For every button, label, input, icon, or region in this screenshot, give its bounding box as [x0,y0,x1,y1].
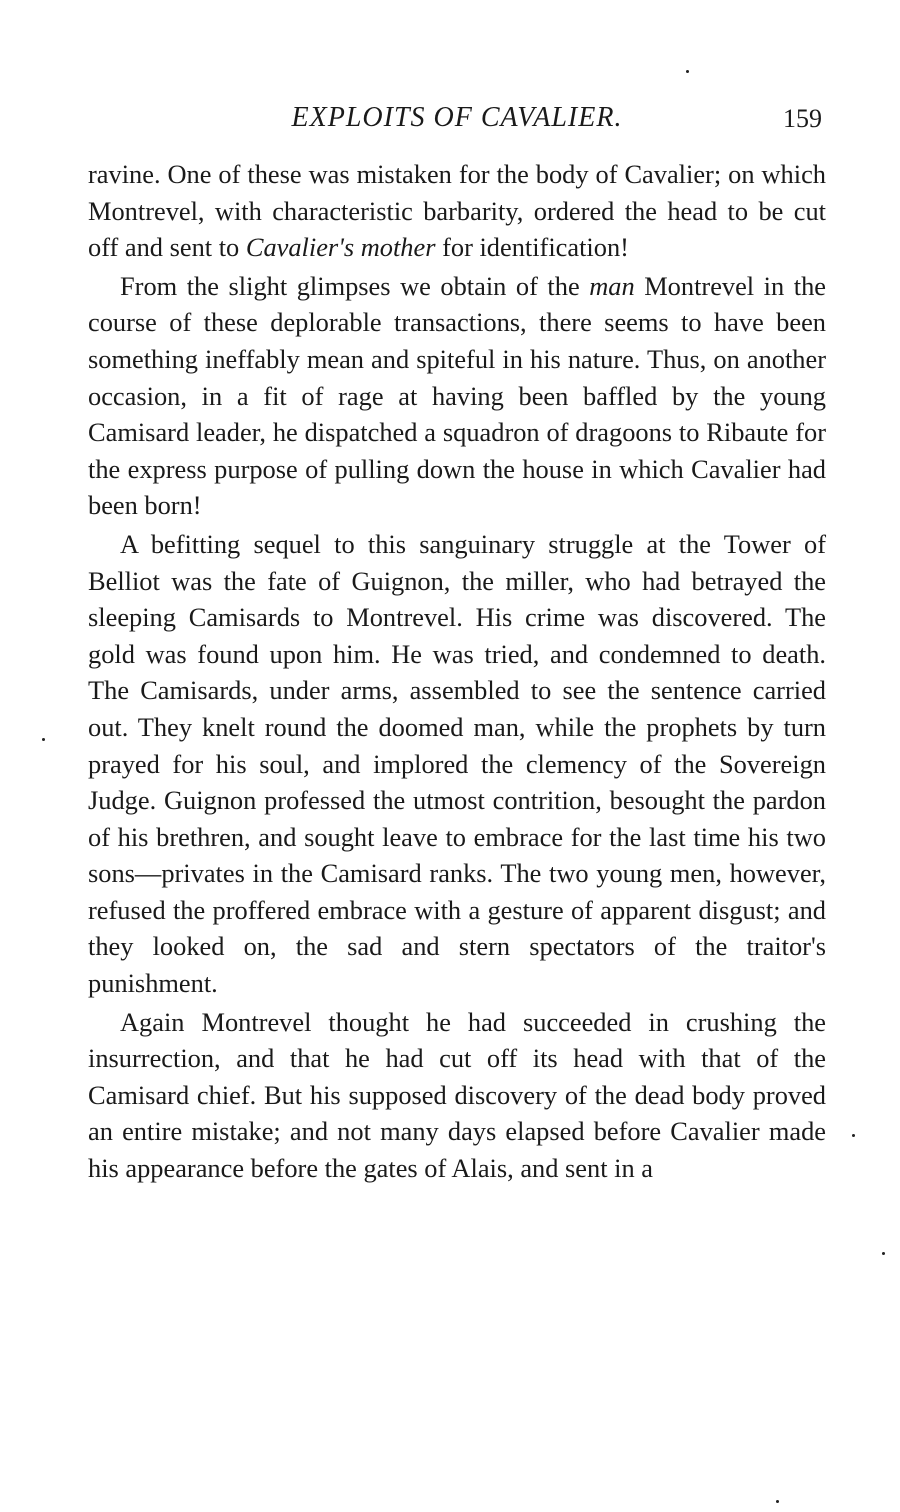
paragraph [88,526,826,1002]
text-segment: A befitting sequel to this sanguinary struggle at the Tower of Belliot was the fate of Guignon, the miller, who had betrayed the sleeping Camisards to Montrevel. His crime was discovered. The gold was found upon him. He was tried, and condemned to death. The Camisards, under arms, assembled to see the sentence carried out. They knelt round the doomed man, while the prophets by turn prayed for his soul, and implored the clemency of the Sovereign Judge. Guignon professed the utmost contrition, besought the pardon of his brethren, and sought leave to embrace for the last time his two sons—privates in the Camisard ranks. The two young men, however, refused the proffered embrace with a gesture of apparent disgust; and they looked on, the sad and stern spectators of the traitor's punishment. [88,528,826,999]
print-speck [852,1134,855,1137]
text-segment: From the slight glimpses we obtain of the [120,270,590,301]
print-speck [882,1252,885,1255]
text-segment: Again Montrevel thought he had succeeded in crushing the insurrection, and that he had cut off its head with that of the Camisard chief. But his supposed discovery of the dead body proved an entire mistake; and not many days elapsed before Cavalier made his appearance before the gates of Alais, and sent in a [88,1006,826,1184]
paragraph [88,268,826,524]
running-title: EXPLOITS OF CAVALIER. [291,102,623,133]
print-speck [42,738,45,741]
page-number: 159 [783,104,822,133]
running-head [88,100,826,144]
italic-segment: Cavalier's mother [245,232,436,263]
paragraph [88,1004,826,1187]
italic-segment: man [589,270,635,301]
print-speck [686,70,689,73]
body-text [88,156,826,1187]
text-segment: Montrevel in the course of these deplorable transactions, there seems to have been something ineffably mean and spiteful in his nature. Thus, on another occasion, in a fit of rage at having been baffled by the young Camisard leader, he dispatched a squadron of dragoons to Ribaute for the express purpose of pulling down the house in which Cavalier had been born! [88,270,826,521]
paragraph [88,156,826,266]
text-segment: for identification! [435,232,629,263]
book-page [88,100,826,1187]
print-speck [776,1500,779,1503]
text-segment: ravine. One of these was mistaken for the body of Cavalier; on which Montrevel, with characteristic barbarity, ordered the head to be cut off and sent to [88,159,826,263]
